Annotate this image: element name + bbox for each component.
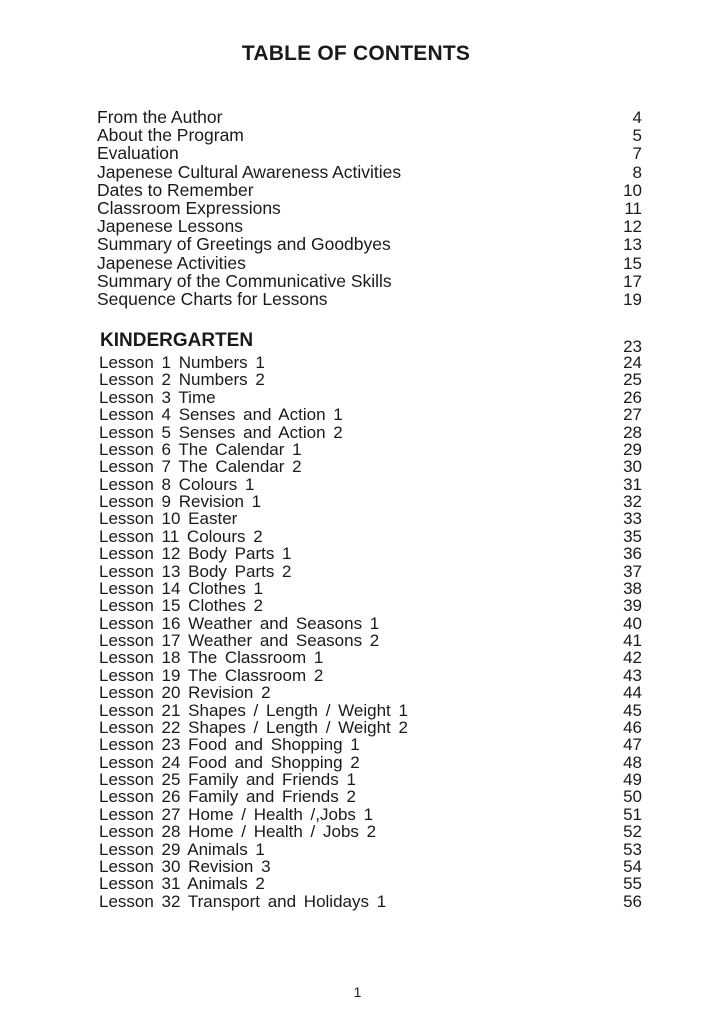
lesson-entry (97, 806, 642, 823)
lesson-page: 55 (623, 874, 642, 894)
lesson-page: 43 (623, 665, 642, 685)
toc-entry-title: From the Author (97, 107, 223, 127)
lesson-entry (97, 649, 642, 666)
toc-entry (97, 235, 642, 253)
section-heading-page: 23 (623, 337, 642, 356)
lesson-entry (97, 371, 642, 388)
lesson-entry (97, 354, 642, 371)
lesson-entry (97, 528, 642, 545)
lesson-page: 51 (623, 804, 642, 824)
lesson-entry (97, 580, 642, 597)
lesson-page: 30 (623, 457, 642, 477)
lesson-title: Lesson 30 Revision 3 (99, 856, 271, 876)
toc-entry-page: 4 (632, 108, 642, 127)
section-heading: KINDERGARTEN (100, 330, 254, 351)
lesson-page: 39 (623, 596, 642, 616)
toc-entry-title: Japenese Lessons (97, 216, 243, 237)
lesson-title: Lesson 16 Weather and Seasons 1 (99, 613, 380, 633)
kindergarten-section (97, 328, 642, 910)
lesson-page: 47 (623, 735, 642, 755)
lesson-page: 35 (623, 526, 642, 546)
toc-entry-page: 7 (632, 144, 642, 164)
lesson-list (97, 354, 642, 910)
lesson-entry (97, 736, 642, 753)
toc-entry-page: 15 (623, 253, 642, 273)
lesson-page: 44 (623, 683, 642, 703)
toc-entry-page: 8 (632, 162, 642, 182)
lesson-entry (97, 424, 642, 441)
lesson-title: Lesson 21 Shapes / Length / Weight 1 (99, 700, 408, 720)
lesson-title: Lesson 31 Animals 2 (99, 874, 265, 894)
toc-entry (97, 163, 642, 181)
lesson-title: Lesson 7 The Calendar 2 (99, 457, 302, 477)
lesson-entry (97, 545, 642, 562)
lesson-entry (97, 823, 642, 840)
lesson-page: 46 (623, 717, 642, 737)
lesson-title: Lesson 25 Family and Friends 1 (99, 770, 356, 789)
lesson-page: 24 (623, 353, 642, 372)
lesson-entry (97, 510, 642, 527)
lesson-page: 50 (623, 787, 642, 807)
lesson-title: Lesson 19 The Classroom 2 (99, 665, 324, 685)
lesson-entry (97, 667, 642, 684)
lesson-title: Lesson 6 The Calendar 1 (99, 439, 302, 459)
page-title: TABLE OF CONTENTS (241, 42, 471, 65)
lesson-title: Lesson 15 Clothes 2 (99, 596, 263, 616)
lesson-title: Lesson 8 Colours 1 (99, 474, 255, 494)
toc-entry (97, 217, 642, 235)
lesson-title: Lesson 14 Clothes 1 (99, 578, 263, 598)
lesson-title: Lesson 23 Food and Shopping 1 (99, 735, 360, 755)
lesson-entry (97, 875, 642, 892)
lesson-title: Lesson 28 Home / Health / Jobs 2 (99, 822, 377, 842)
lesson-entry (97, 893, 642, 910)
lesson-page: 31 (623, 474, 642, 494)
toc-entry-title: Dates to Remember (97, 179, 254, 200)
toc-entry (97, 254, 642, 272)
lesson-title: Lesson 29 Animals 1 (99, 839, 265, 859)
toc-entry-page: 5 (632, 126, 642, 146)
toc-entry-title: About the Program (97, 125, 244, 146)
toc-entry-page: 12 (623, 217, 642, 237)
toc-entry-page: 10 (623, 180, 642, 200)
lesson-title: Lesson 9 Revision 1 (99, 492, 262, 511)
section-heading-row (97, 328, 642, 354)
lesson-entry (97, 389, 642, 406)
toc-entry-title: Japenese Activities (97, 252, 246, 273)
lesson-entry (97, 684, 642, 701)
lesson-page: 29 (623, 439, 642, 459)
toc-entry-title: Evaluation (97, 143, 179, 164)
lesson-entry (97, 615, 642, 632)
lesson-page: 32 (623, 492, 642, 511)
lesson-page: 37 (623, 561, 642, 581)
lesson-page: 38 (623, 578, 642, 598)
lesson-page: 26 (623, 387, 642, 407)
toc-entry-page: 11 (624, 198, 642, 218)
lesson-entry (97, 754, 642, 771)
lesson-page: 53 (623, 839, 642, 859)
toc-entry (97, 126, 642, 144)
toc-entry (97, 272, 642, 290)
lesson-page: 40 (623, 613, 642, 633)
lesson-title: Lesson 18 The Classroom 1 (99, 648, 324, 668)
lesson-entry (97, 458, 642, 475)
lesson-entry (97, 406, 642, 423)
toc-entry (97, 108, 642, 126)
lesson-entry (97, 719, 642, 736)
lesson-entry (97, 702, 642, 719)
lesson-entry (97, 788, 642, 805)
toc-entry-page: 13 (623, 235, 642, 255)
lesson-title: Lesson 27 Home / Health /,Jobs 1 (99, 804, 374, 824)
lesson-entry (97, 441, 642, 458)
toc-entry-page: 17 (623, 271, 642, 291)
lesson-title: Lesson 32 Transport and Holidays 1 (99, 891, 387, 911)
lesson-page: 48 (623, 752, 642, 772)
toc-entry-title: Sequence Charts for Lessons (97, 288, 328, 309)
toc-entry-title: Summary of the Communicative Skills (97, 270, 392, 291)
front-matter-list (97, 108, 642, 308)
toc-entry-title: Classroom Expressions (97, 197, 281, 218)
lesson-entry (97, 597, 642, 614)
lesson-page: 36 (623, 544, 642, 564)
lesson-entry (97, 771, 642, 788)
footer-page-number: 1 (353, 984, 362, 1000)
toc-entry (97, 290, 642, 308)
lesson-page: 49 (623, 770, 642, 789)
toc-entry-title: Japenese Cultural Awareness Activities (97, 161, 402, 182)
lesson-page: 42 (623, 648, 642, 668)
lesson-entry (97, 858, 642, 875)
lesson-title: Lesson 1 Numbers 1 (99, 353, 265, 372)
lesson-title: Lesson 3 Time (99, 387, 216, 407)
lesson-title: Lesson 4 Senses and Action 1 (99, 405, 343, 425)
lesson-entry (97, 841, 642, 858)
lesson-title: Lesson 26 Family and Friends 2 (99, 787, 356, 807)
lesson-title: Lesson 24 Food and Shopping 2 (99, 752, 360, 772)
lesson-page: 33 (623, 509, 642, 529)
lesson-title: Lesson 10 Easter (99, 509, 238, 529)
lesson-title: Lesson 20 Revision 2 (99, 683, 271, 703)
lesson-page: 41 (623, 631, 642, 650)
lesson-entry (97, 632, 642, 649)
lesson-title: Lesson 22 Shapes / Length / Weight 2 (99, 717, 408, 737)
toc-entry (97, 199, 642, 217)
toc-entry-page: 19 (623, 289, 642, 309)
lesson-title: Lesson 2 Numbers 2 (99, 370, 265, 390)
lesson-page: 45 (623, 700, 642, 720)
lesson-page: 25 (623, 370, 642, 390)
lesson-entry (97, 476, 642, 493)
toc-entry (97, 181, 642, 199)
lesson-title: Lesson 5 Senses and Action 2 (99, 422, 343, 442)
lesson-page: 56 (623, 891, 642, 911)
toc-entry (97, 144, 642, 162)
lesson-title: Lesson 12 Body Parts 1 (99, 544, 292, 564)
lesson-page: 54 (623, 856, 642, 876)
lesson-title: Lesson 17 Weather and Seasons 2 (99, 631, 380, 650)
lesson-entry (97, 563, 642, 580)
lesson-page: 27 (623, 405, 642, 425)
lesson-page: 52 (623, 822, 642, 842)
lesson-title: Lesson 11 Colours 2 (99, 526, 263, 546)
lesson-entry (97, 493, 642, 510)
lesson-title: Lesson 13 Body Parts 2 (99, 561, 292, 581)
toc-entry-title: Summary of Greetings and Goodbyes (97, 234, 391, 255)
lesson-page: 28 (623, 422, 642, 442)
